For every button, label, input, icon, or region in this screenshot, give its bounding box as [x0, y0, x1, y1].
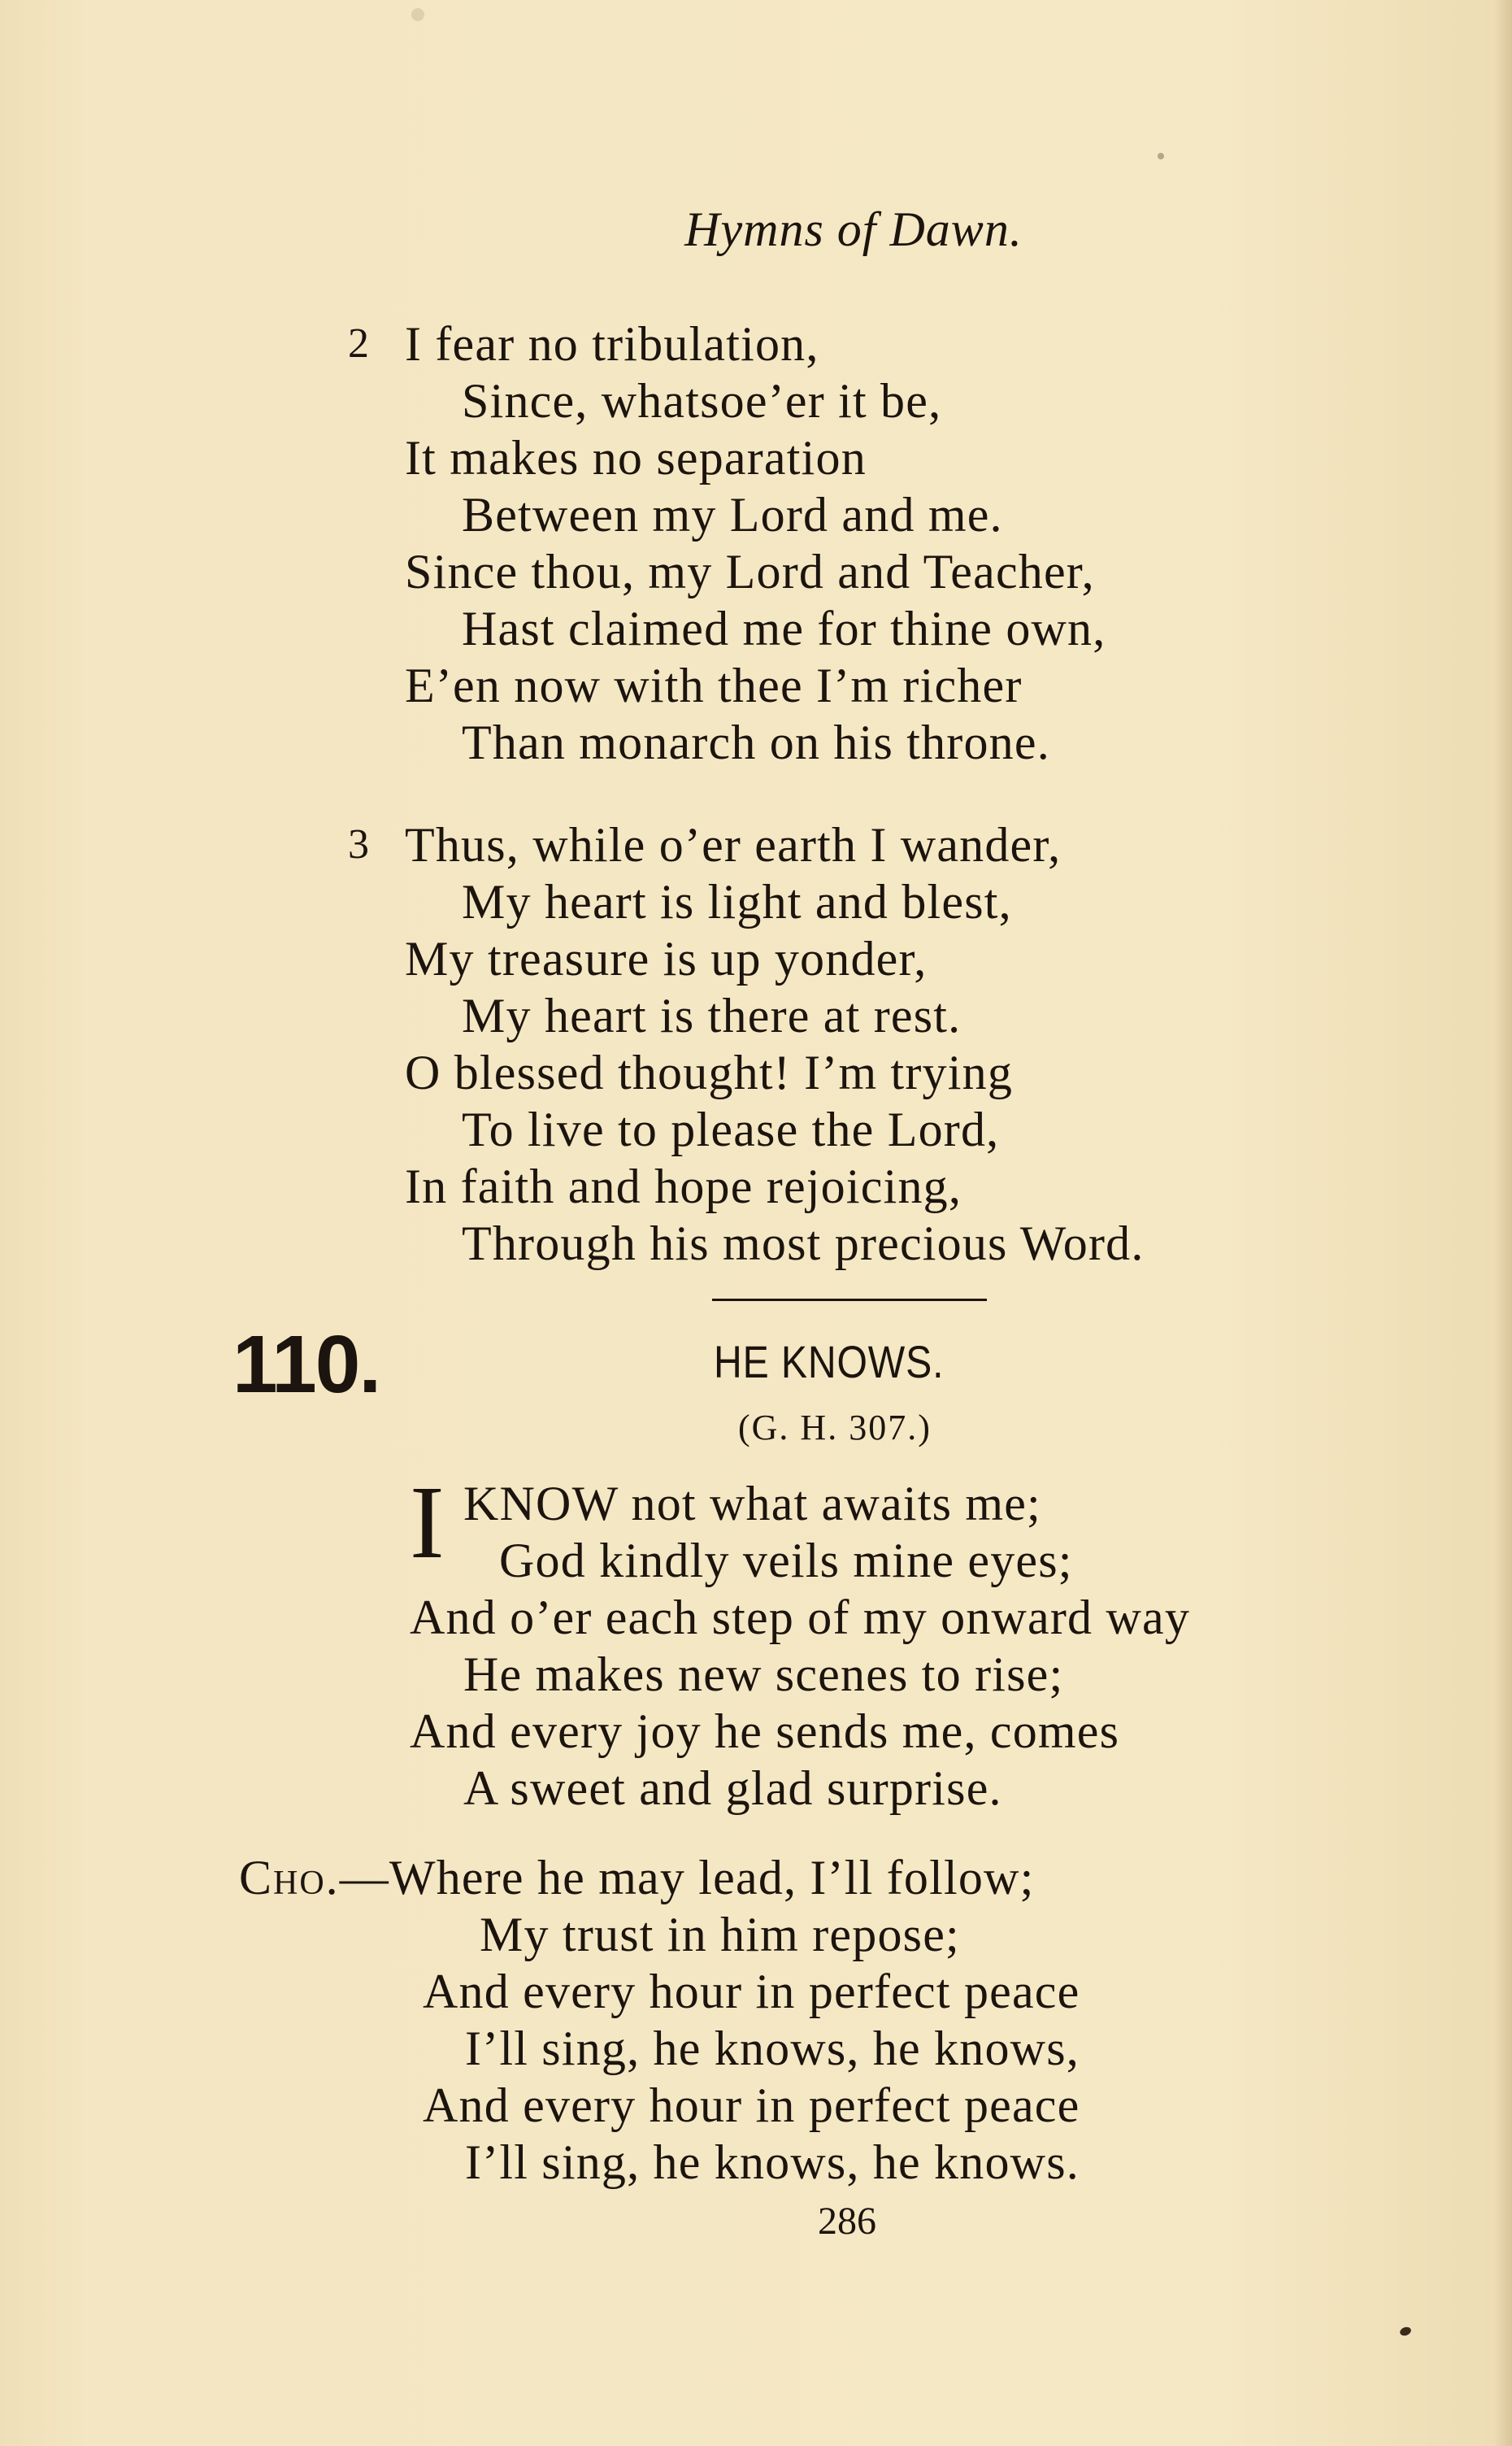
paper-speck — [1158, 153, 1164, 159]
stanza-3-line: Thus, while o’er earth I wander, — [405, 818, 1062, 872]
section-rule — [712, 1299, 987, 1301]
ink-speck — [1399, 2326, 1413, 2337]
chorus-line: And every hour in perfect peace — [423, 1965, 1080, 2018]
stanza-1-line: God kindly veils mine eyes; — [499, 1534, 1073, 1587]
stanza-1-line: And o’er each step of my onward way — [410, 1591, 1191, 1644]
stanza-2-line: I fear no tribulation, — [405, 317, 819, 371]
stanza-2-line: Hast claimed me for thine own, — [462, 602, 1106, 655]
stanza-3-line: My heart is light and blest, — [462, 875, 1012, 929]
page-number: 286 — [818, 2200, 876, 2243]
stanza-2-line: It makes no separation — [405, 431, 867, 485]
hymn-number: 110. — [232, 1319, 380, 1410]
chorus-label: Cho. — [239, 1851, 340, 1904]
stanza-3-line: My heart is there at rest. — [462, 989, 962, 1042]
chorus-line: And every hour in perfect peace — [423, 2078, 1080, 2132]
stanza-3-line: Through his most precious Word. — [462, 1216, 1145, 1270]
stanza-1-line: KNOW not what awaits me; — [463, 1477, 1041, 1530]
stanza-2-line: Since, whatsoe’er it be, — [462, 374, 942, 428]
chorus-line: My trust in him repose; — [480, 1908, 960, 1961]
stanza-3-line: My treasure is up yonder, — [405, 932, 928, 986]
stanza-2-line: Than monarch on his throne. — [462, 716, 1050, 769]
stanza-3-number: 3 — [348, 821, 369, 868]
chorus-line: —Where he may lead, I’ll follow; — [339, 1851, 1035, 1904]
drop-cap: I — [410, 1465, 445, 1580]
stanza-3-line: To live to please the Lord, — [462, 1103, 1000, 1156]
stanza-1-line: He makes new scenes to rise; — [463, 1647, 1064, 1701]
chorus-line: I’ll sing, he knows, he knows, — [465, 2022, 1080, 2075]
stanza-2-line: Since thou, my Lord and Teacher, — [405, 545, 1095, 598]
stanza-1-line: And every joy he sends me, comes — [410, 1704, 1120, 1758]
page-edge-shadow — [1494, 0, 1512, 2446]
stanza-2-line: Between my Lord and me. — [462, 488, 1003, 542]
stanza-3-line: O blessed thought! I’m trying — [405, 1046, 1014, 1099]
stanza-1-line: A sweet and glad surprise. — [463, 1761, 1002, 1815]
hymn-title: HE KNOWS. — [714, 1336, 945, 1387]
chorus-first-line — [239, 1849, 1034, 1906]
stanza-2-number: 2 — [348, 320, 369, 367]
running-head: Hymns of Dawn. — [684, 202, 1023, 256]
stanza-3-line: In faith and hope rejoicing, — [405, 1160, 962, 1213]
stanza-2-line: E’en now with thee I’m richer — [405, 659, 1023, 712]
chorus-line: I’ll sing, he knows, he knows. — [465, 2135, 1080, 2189]
paper-speck — [411, 8, 424, 21]
hymn-reference: (G. H. 307.) — [738, 1408, 932, 1447]
